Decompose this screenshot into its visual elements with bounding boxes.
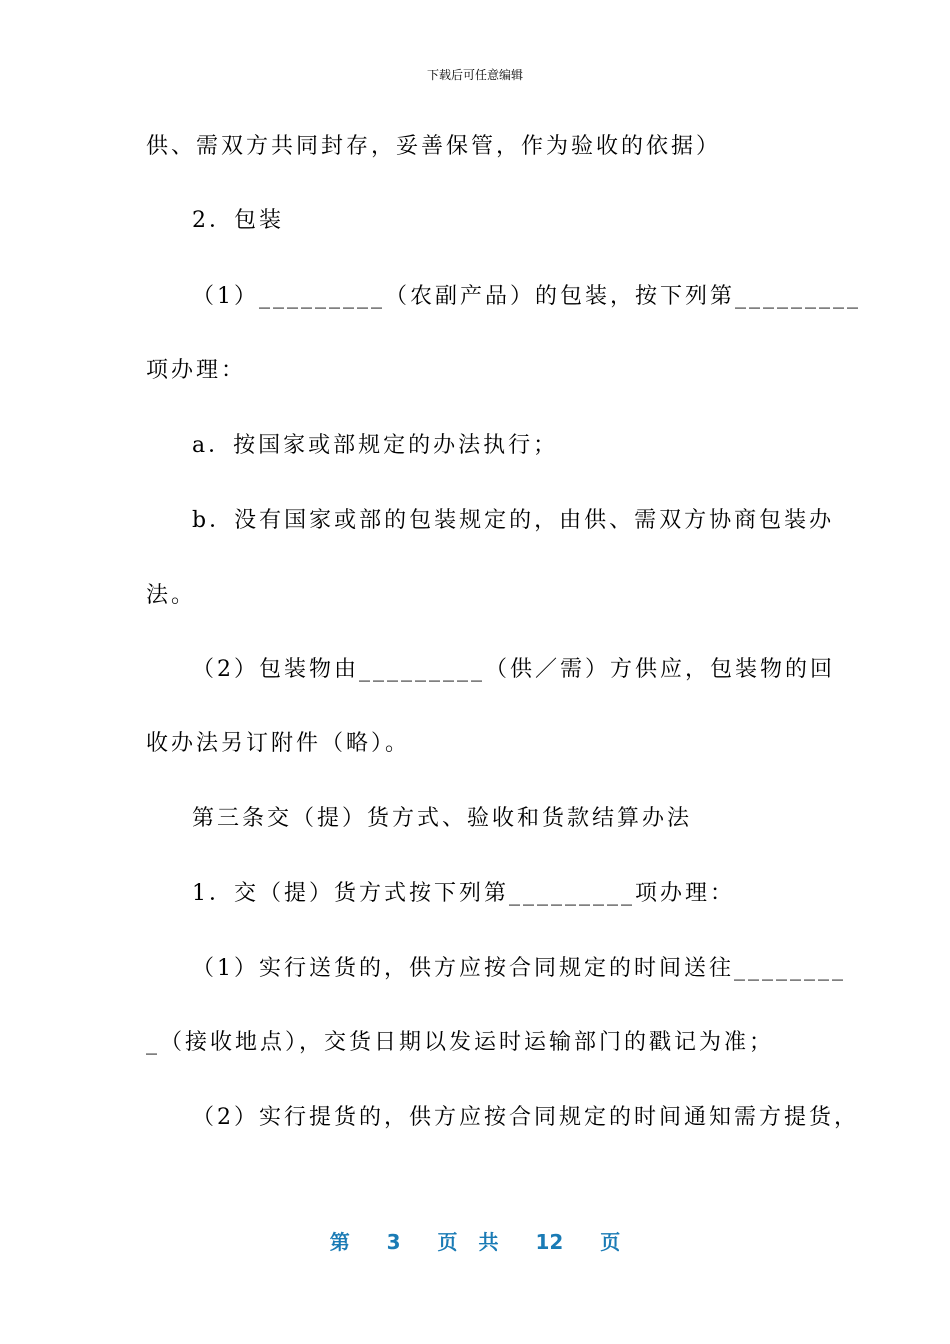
footer-middle: 页 共: [437, 1230, 499, 1254]
text-line: 1．交（提）货方式按下列第_________项办理：: [192, 881, 735, 906]
text-line: （2）包装物由_________（供／需）方供应，包装物的回: [192, 657, 835, 682]
footer-suffix: 页: [600, 1230, 621, 1254]
text-line: b．没有国家或部的包装规定的，由供、需双方协商包装办: [192, 508, 835, 533]
section-heading: 第三条交（提）货方式、验收和货款结算办法: [192, 806, 693, 831]
text-line: （1）_________（农副产品）的包装，按下列第_________: [192, 284, 861, 309]
current-page-number: 3: [386, 1230, 401, 1254]
page-footer: [0, 1226, 950, 1255]
text-line: 供、需双方共同封存，妥善保管，作为验收的依据）: [146, 134, 722, 159]
footer-prefix: 第: [329, 1230, 350, 1254]
text-line: 收办法另订附件（略）。: [146, 731, 411, 756]
header-note: 下载后可任意编辑: [426, 68, 523, 82]
text-line: _（接收地点），交货日期以发运时运输部门的戳记为准；: [146, 1030, 775, 1055]
total-pages-number: 12: [535, 1230, 564, 1254]
text-line: 2．包装: [192, 208, 284, 233]
text-line: （1）实行送货的，供方应按合同规定的时间送往________: [192, 956, 846, 981]
text-line: （2）实行提货的，供方应按合同规定的时间通知需方提货，: [192, 1105, 859, 1130]
text-line: 项办理：: [146, 358, 247, 383]
text-line: a．按国家或部规定的办法执行；: [192, 433, 559, 458]
text-line: 法。: [146, 583, 197, 608]
